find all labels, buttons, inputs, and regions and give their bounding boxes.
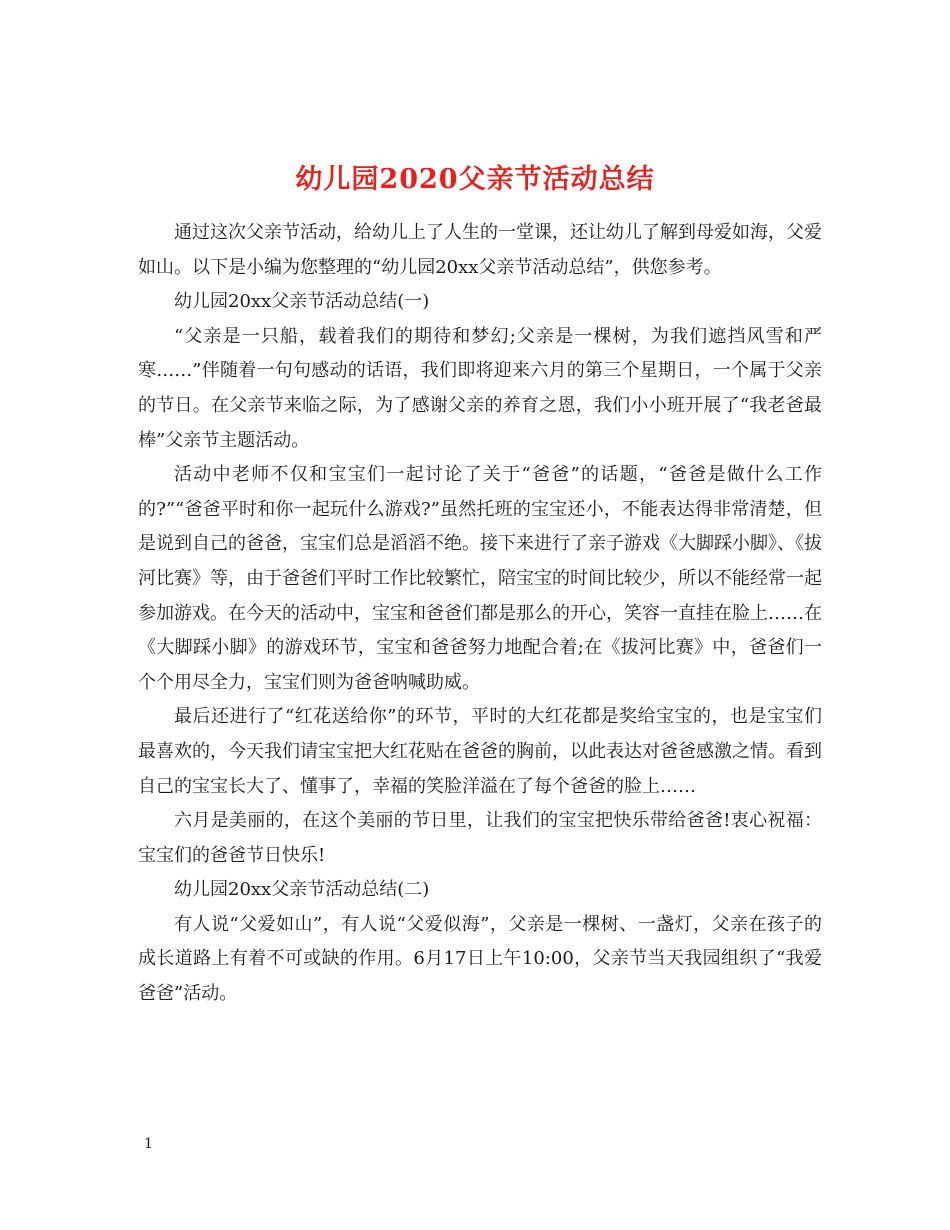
- body-paragraph: 最后还进行了“红花送给你”的环节，平时的大红花都是奖给宝宝的，也是宝宝们最喜欢的，今天我们请宝宝把大红花贴在爸爸的胸前，以此表达对爸爸感激之情。看到自己的宝宝长大了、懂事了，幸福的笑脸洋溢在了每个爸爸的脸上……: [138, 706, 822, 797]
- section-heading-one: 幼儿园20xx父亲节活动总结(一): [174, 291, 430, 313]
- body-paragraph: 活动中老师不仅和宝宝们一起讨论了关于“爸爸”的话题，“爸爸是做什么工作的?”“爸爸平时和你一起玩什么游戏?”虽然托班的宝宝还小，不能表达得非常清楚，但是说到自己的爸爸，宝宝们总是滔滔不绝。接下来进行了亲子游戏《大脚踩小脚》、《拔河比赛》等，由于爸爸们平时工作比较繁忙，陪宝宝的时间比较少，所以不能经常一起参加游戏。在今天的活动中，宝宝和爸爸们都是那么的开心，笑容一直挂在脸上……在《大脚踩小脚》的游戏环节，宝宝和爸爸努力地配合着;在《拔河比赛》中，爸爸们一个个用尽全力，宝宝们则为爸爸呐喊助威。: [138, 464, 822, 693]
- page-number: 1: [144, 1136, 153, 1152]
- body-paragraph: 六月是美丽的，在这个美丽的节日里，让我们的宝宝把快乐带给爸爸!衷心祝福：宝宝们的爸爸节日快乐!: [138, 810, 822, 866]
- document-title: 幼儿园2020父亲节活动总结: [295, 164, 655, 196]
- body-paragraph: “父亲是一只船，载着我们的期待和梦幻;父亲是一棵树，为我们遮挡风雪和严寒……”伴随着一句句感动的话语，我们即将迎来六月的第三个星期日，一个属于父亲的节日。在父亲节来临之际，为了感谢父亲的养育之恩，我们小小班开展了“我老爸最棒”父亲节主题活动。: [138, 325, 822, 451]
- body-paragraph: 有人说“父爱如山”，有人说“父爱似海”，父亲是一棵树、一盏灯，父亲在孩子的成长道路上有着不可或缺的作用。6月17日上午10:00，父亲节当天我园组织了“我爱爸爸”活动。: [138, 913, 822, 1005]
- section-heading-two: 幼儿园20xx父亲节活动总结(二): [174, 879, 430, 901]
- document-body: [138, 216, 822, 1012]
- intro-paragraph: 通过这次父亲节活动，给幼儿上了人生的一堂课，还让幼儿了解到母爱如海，父爱如山。以下是小编为您整理的“幼儿园20xx父亲节活动总结”，供您参考。: [138, 222, 822, 278]
